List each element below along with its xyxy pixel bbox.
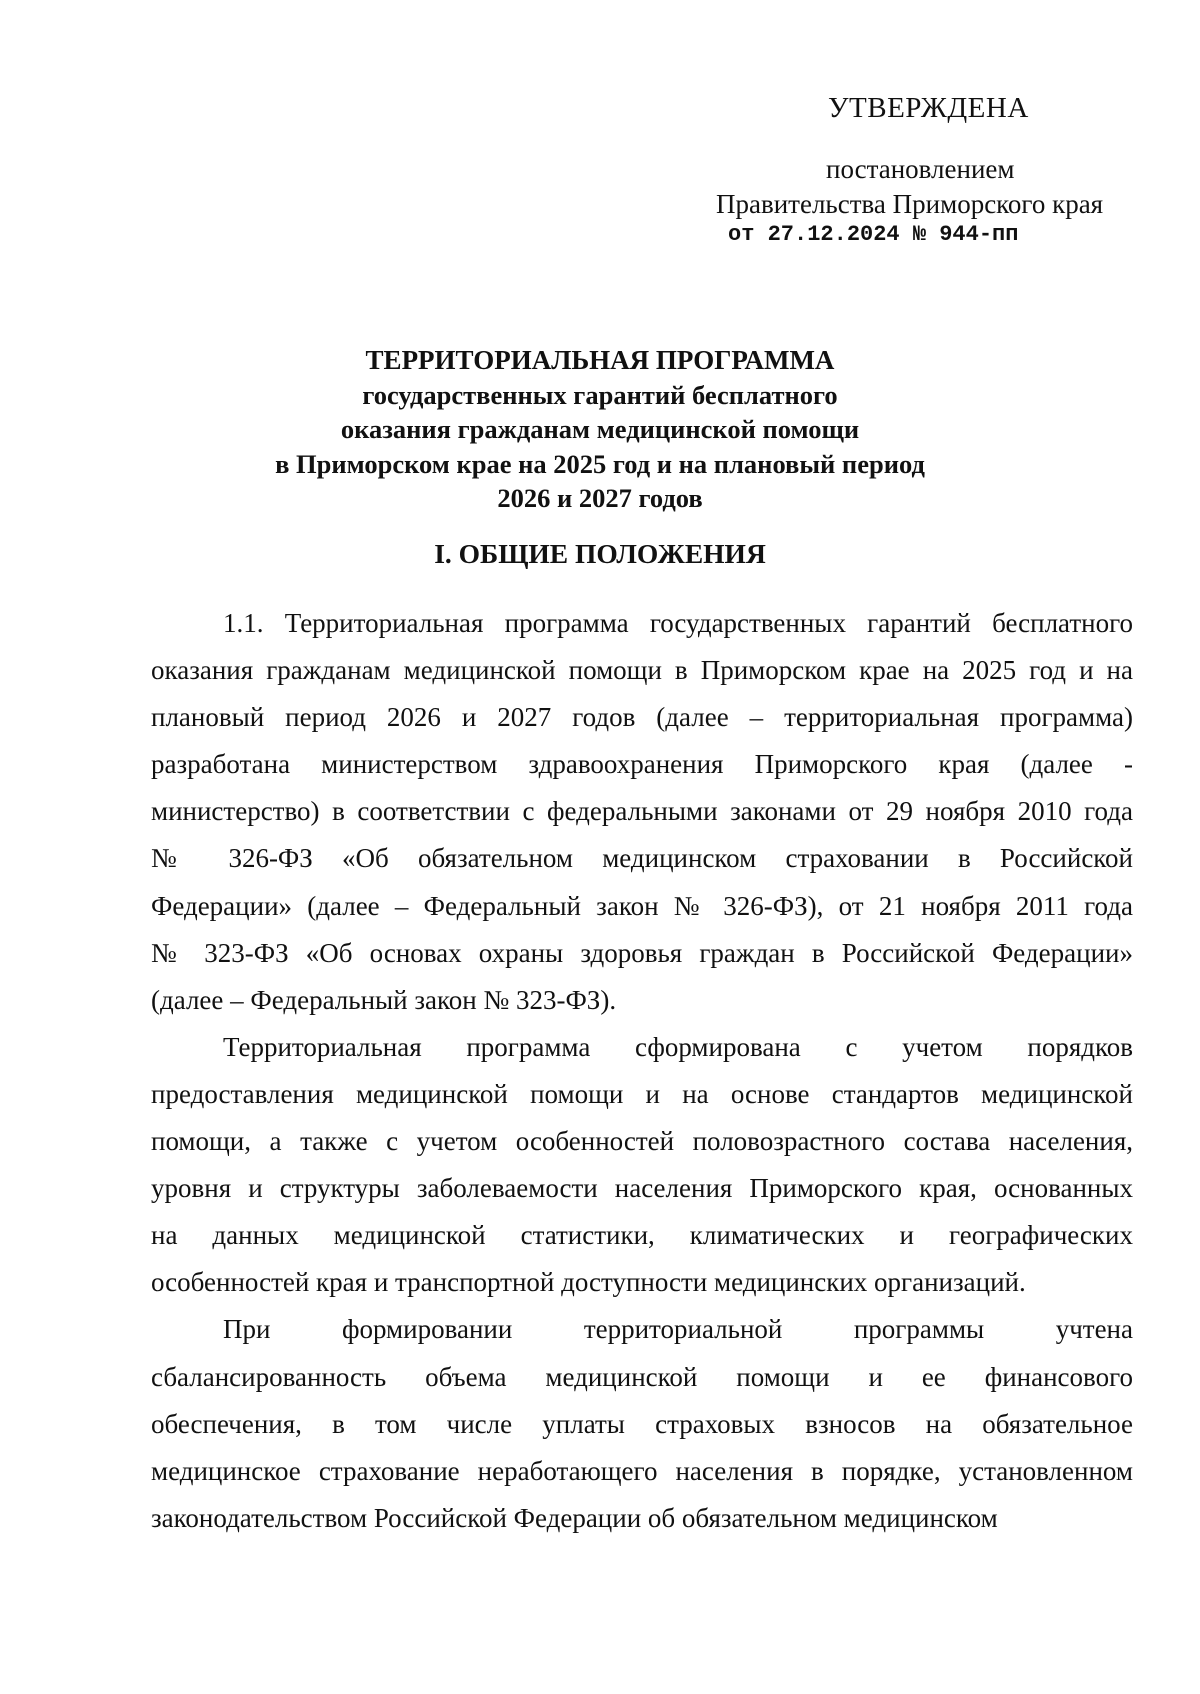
text-line: министерство) в соответствии с федеральными законами от 29 ноября 2010 года xyxy=(151,796,1133,827)
text-line: сбалансированность объема медицинской помощи и ее финансового xyxy=(151,1361,1133,1392)
text-line: помощи, а также с учетом особенностей половозрастного состава населения, xyxy=(151,1126,1133,1157)
text-line: Федерации» (далее – Федеральный закон № 326-ФЗ), от 21 ноября 2011 года xyxy=(151,890,1133,921)
section-heading: I. ОБЩИЕ ПОЛОЖЕНИЯ xyxy=(434,538,766,569)
text-line: предоставления медицинской помощи и на основе стандартов медицинской xyxy=(151,1078,1133,1109)
approval-authority: Правительства Приморского края xyxy=(716,189,1104,219)
title-line: в Приморском крае на 2025 год и на плановый период xyxy=(275,448,925,479)
title-line: государственных гарантий бесплатного xyxy=(362,379,838,410)
text-line: 1.1. Территориальная программа государственных гарантий бесплатного xyxy=(223,608,1133,638)
text-line: оказания гражданам медицинской помощи в Приморском крае на 2025 год и на xyxy=(151,655,1133,686)
text-line: обеспечения, в том числе уплаты страховых взносов на обязательное xyxy=(151,1408,1133,1439)
body-text xyxy=(151,600,1133,1542)
text-line: особенностей края и транспортной доступности медицинских организаций. xyxy=(151,1267,1026,1298)
approval-title: УТВЕРЖДЕНА xyxy=(828,92,1029,124)
approval-date-number-stamp: от 27.12.2024 № 944-пп xyxy=(728,222,1019,247)
text-line: При формировании территориальной программы учтена xyxy=(223,1314,1133,1345)
text-line: № 326-ФЗ «Об обязательном медицинском страховании в Российской xyxy=(151,843,1133,874)
text-line: уровня и структуры заболеваемости населения Приморского края, основанных xyxy=(151,1173,1133,1204)
title-line: 2026 и 2027 годов xyxy=(497,483,703,513)
document-title xyxy=(150,343,1050,516)
approval-resolution-label: постановлением xyxy=(826,154,1015,184)
text-line: Территориальная программа сформирована с учетом порядков xyxy=(223,1031,1133,1062)
title-line: ТЕРРИТОРИАЛЬНАЯ ПРОГРАММА xyxy=(365,345,835,375)
text-line: плановый период 2026 и 2027 годов (далее – территориальная программа) xyxy=(151,702,1133,733)
text-line: разработана министерством здравоохранения Приморского края (далее - xyxy=(151,749,1133,780)
text-line: № 323-ФЗ «Об основах охраны здоровья граждан в Российской Федерации» xyxy=(151,937,1133,968)
text-line: законодательством Российской Федерации об обязательном медицинском xyxy=(151,1502,998,1533)
text-line: на данных медицинской статистики, климатических и географических xyxy=(151,1220,1133,1251)
text-line: (далее – Федеральный закон № 323-ФЗ). xyxy=(151,984,617,1015)
title-line: оказания гражданам медицинской помощи xyxy=(340,414,860,444)
text-line: медицинское страхование неработающего населения в порядке, установленном xyxy=(151,1455,1133,1486)
